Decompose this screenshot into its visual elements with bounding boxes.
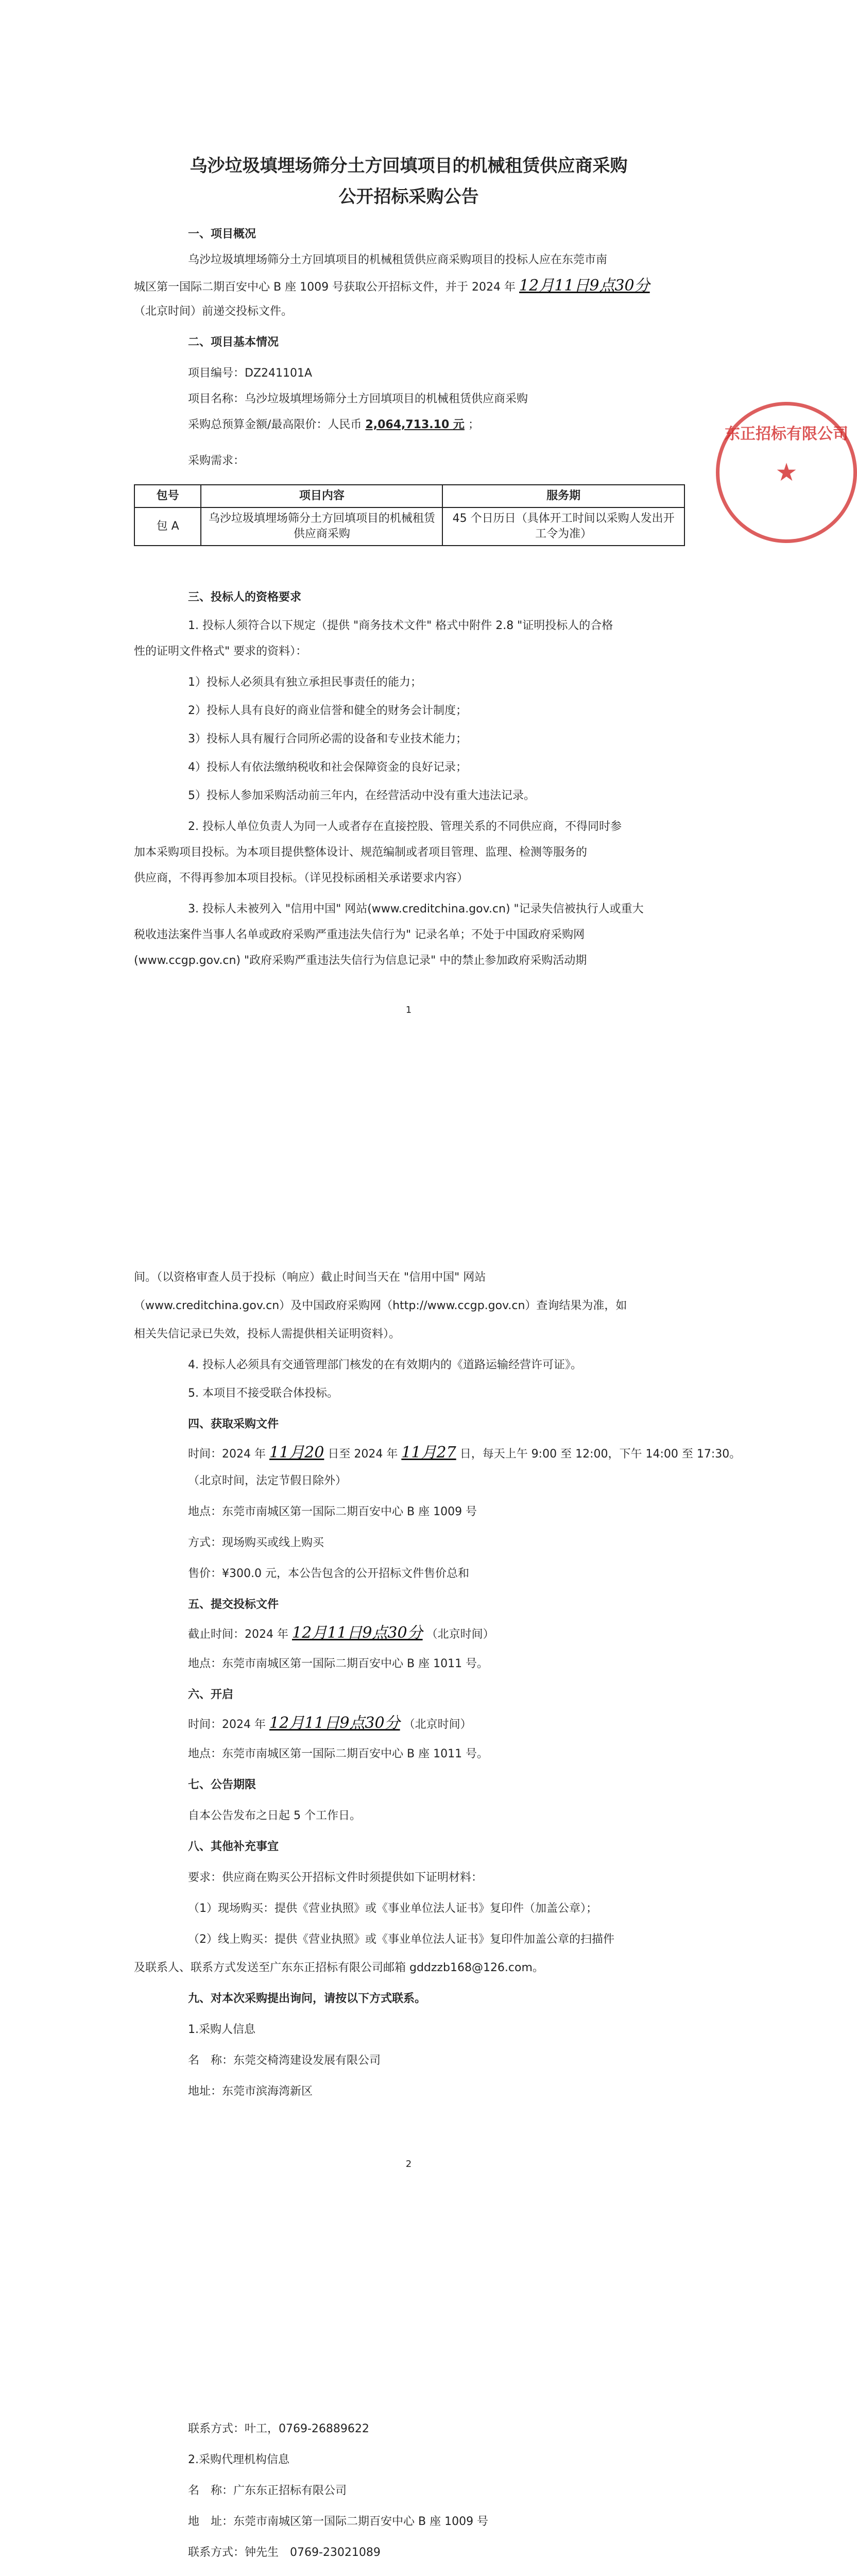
notice-period: 自本公告发布之日起 5 个工作日。 bbox=[188, 1809, 361, 1822]
deadline-suffix: （北京时间） bbox=[426, 1628, 494, 1641]
project-number: 项目编号：DZ241101A bbox=[188, 367, 313, 380]
table-row bbox=[134, 507, 684, 546]
open-time bbox=[188, 1716, 472, 1733]
section-5-heading: 五、提交投标文件 bbox=[188, 1598, 279, 1611]
qualification-3c: (www.ccgp.gov.cn) "政府采购严重违法失信行为信息记录" 中的禁止参加政府采购活动期 bbox=[134, 954, 587, 967]
handwritten-end-date: 11月27 bbox=[401, 1444, 456, 1462]
qualification-1-4: 4）投标人有依法缴纳税收和社会保障资金的良好记录； bbox=[188, 761, 467, 774]
qualification-1-3: 3）投标人具有履行合同所必需的设备和专业技术能力； bbox=[188, 733, 467, 745]
overview-line-2-text: 城区第一国际二期百安中心 B 座 1009 号获取公开招标文件，并于 2024 年 bbox=[134, 281, 516, 294]
section-3-heading: 三、投标人的资格要求 bbox=[188, 591, 302, 604]
bid-package-table bbox=[134, 484, 685, 546]
obtain-place: 地点：东莞市南城区第一国际二期百安中心 B 座 1009 号 bbox=[188, 1505, 477, 1518]
overview-line-1: 乌沙垃圾填埋场筛分土方回填项目的机械租赁供应商采购项目的投标人应在东莞市南 bbox=[188, 253, 608, 266]
budget-suffix: ； bbox=[468, 418, 479, 431]
submit-deadline bbox=[188, 1625, 494, 1642]
page-3 bbox=[0, 2313, 817, 2576]
table-header-package: 包号 bbox=[134, 485, 201, 507]
section-2-heading: 二、项目基本情况 bbox=[188, 336, 279, 349]
qualification-3b: 税收违法案件当事人名单或政府采购严重违法失信行为" 记录名单；不处于中国政府采购网 bbox=[134, 928, 585, 941]
qualification-3e: （www.creditchina.gov.cn）及中国政府采购网（http://www.ccgp.gov.cn）查询结果为准，如 bbox=[134, 1299, 627, 1312]
handwritten-deadline: 12月11日9点30分 bbox=[519, 277, 650, 295]
project-name: 项目名称：乌沙垃圾填埋场筛分土方回填项目的机械租赁供应商采购 bbox=[188, 393, 528, 405]
section-7-heading: 七、公告期限 bbox=[188, 1778, 256, 1791]
buyer-name: 名 称：东莞交椅湾建设发展有限公司 bbox=[188, 2054, 381, 2067]
overview-line-3: （北京时间）前递交投标文件。 bbox=[134, 305, 293, 318]
agent-contact: 联系方式：钟先生 0769-23021089 bbox=[188, 2546, 381, 2559]
section-1-heading: 一、项目概况 bbox=[188, 228, 256, 241]
table-header-content: 项目内容 bbox=[201, 485, 442, 507]
doc-title-line-2: 公开招标采购公告 bbox=[338, 187, 479, 207]
open-time-suffix: （北京时间） bbox=[403, 1718, 472, 1731]
obtain-method: 方式：现场购买或线上购买 bbox=[188, 1536, 324, 1549]
requirement-label: 采购需求： bbox=[188, 454, 245, 467]
obtain-price: 售价：¥300.0 元，本公告包含的公开招标文件售价总和 bbox=[188, 1567, 469, 1580]
doc-title-line-1: 乌沙垃圾填埋场筛分土方回填项目的机械租赁供应商采购 bbox=[190, 156, 628, 176]
table-cell-period: 45 个日历日（具体开工时间以采购人发出开工令为准） bbox=[442, 507, 684, 546]
page-number: 2 bbox=[405, 2159, 412, 2170]
buyer-heading: 1.采购人信息 bbox=[188, 2023, 255, 2036]
handwritten-open-time: 12月11日9点30分 bbox=[269, 1714, 400, 1732]
seal-text: 东正招标有限公司 bbox=[725, 425, 848, 443]
qualification-2a: 2. 投标人单位负责人为同一人或者存在直接控股、管理关系的不同供应商，不得同时参 bbox=[188, 820, 622, 833]
submit-place: 地点：东莞市南城区第一国际二期百安中心 B 座 1011 号。 bbox=[188, 1657, 489, 1670]
seal-star-icon: ★ bbox=[775, 458, 798, 487]
company-seal bbox=[716, 402, 857, 543]
qualification-1-1: 1）投标人必须具有独立承担民事责任的能力； bbox=[188, 676, 422, 689]
qualification-3a: 3. 投标人未被列入 "信用中国" 网站(www.creditchina.gov.cn) "记录失信被执行人或重大 bbox=[188, 903, 644, 916]
section-4-heading: 四、获取采购文件 bbox=[188, 1418, 279, 1431]
overview-line-2 bbox=[134, 278, 650, 295]
qualification-1a: 1. 投标人须符合以下规定（提供 "商务技术文件" 格式中附件 2.8 "证明投标人的合格 bbox=[188, 619, 613, 632]
open-time-prefix: 时间：2024 年 bbox=[188, 1718, 266, 1731]
extra-email: 及联系人、联系方式发送至广东东正招标有限公司邮箱 gddzzb168@126.com。 bbox=[134, 1961, 544, 1974]
qualification-1-5: 5）投标人参加采购活动前三年内，在经营活动中没有重大违法记录。 bbox=[188, 789, 535, 802]
table-header-period: 服务期 bbox=[442, 485, 684, 507]
table-header-row bbox=[134, 485, 684, 507]
extra-online: （2）线上购买：提供《营业执照》或《事业单位法人证书》复印件加盖公章的扫描件 bbox=[188, 1933, 614, 1946]
qualification-1b: 性的证明文件格式" 要求的资料）： bbox=[134, 645, 307, 658]
page-2 bbox=[0, 1157, 817, 2313]
obtain-time-prefix: 时间：2024 年 bbox=[188, 1448, 266, 1461]
section-6-heading: 六、开启 bbox=[188, 1688, 234, 1701]
qualification-2b: 加本采购项目投标。为本项目提供整体设计、规范编制或者项目管理、监理、检测等服务的 bbox=[134, 846, 588, 859]
qualification-1-2: 2）投标人具有良好的商业信誉和健全的财务会计制度； bbox=[188, 704, 467, 717]
budget-label: 采购总预算金额/最高限价：人民币 bbox=[188, 418, 362, 431]
handwritten-start-date: 11月20 bbox=[269, 1444, 324, 1462]
qualification-5: 5. 本项目不接受联合体投标。 bbox=[188, 1387, 338, 1400]
qualification-4: 4. 投标人必须具有交通管理部门核发的在有效期内的《道路运输经营许可证》。 bbox=[188, 1359, 582, 1371]
extra-requirement: 要求：供应商在购买公开招标文件时须提供如下证明材料： bbox=[188, 1871, 483, 1884]
handwritten-deadline: 12月11日9点30分 bbox=[292, 1624, 423, 1642]
budget-line bbox=[188, 417, 479, 433]
obtain-time-suffix: 日，每天上午 9:00 至 12:00，下午 14:00 至 17:30。 bbox=[459, 1448, 741, 1461]
buyer-address: 地址：东莞市滨海湾新区 bbox=[188, 2085, 313, 2098]
page-1 bbox=[0, 0, 848, 1157]
table-cell-content: 乌沙垃圾填埋场筛分土方回填项目的机械租赁供应商采购 bbox=[201, 507, 442, 546]
qualification-3d: 间。（以资格审查人员于投标（响应）截止时间当天在 "信用中国" 网站 bbox=[134, 1271, 486, 1284]
qualification-3f: 相关失信记录已失效，投标人需提供相关证明资料）。 bbox=[134, 1328, 401, 1341]
obtain-time-line bbox=[188, 1445, 741, 1462]
budget-value: 2,064,713.10 元 bbox=[365, 418, 465, 431]
section-8-heading: 八、其他补充事宜 bbox=[188, 1840, 279, 1853]
extra-onsite: （1）现场购买：提供《营业执照》或《事业单位法人证书》复印件（加盖公章）； bbox=[188, 1902, 597, 1915]
table-cell-package: 包 A bbox=[134, 507, 201, 546]
qualification-2c: 供应商，不得再参加本项目投标。（详见投标函相关承诺要求内容） bbox=[134, 872, 469, 885]
page-number: 1 bbox=[405, 1005, 412, 1015]
agent-heading: 2.采购代理机构信息 bbox=[188, 2453, 289, 2466]
section-9-heading: 九、对本次采购提出询问，请按以下方式联系。 bbox=[188, 1992, 426, 2005]
buyer-contact: 联系方式：叶工，0769-26889622 bbox=[188, 2422, 369, 2435]
open-place: 地点：东莞市南城区第一国际二期百安中心 B 座 1011 号。 bbox=[188, 1748, 489, 1760]
obtain-time-note: （北京时间，法定节假日除外） bbox=[188, 1475, 347, 1487]
deadline-prefix: 截止时间：2024 年 bbox=[188, 1628, 288, 1641]
agent-name: 名 称：广东东正招标有限公司 bbox=[188, 2484, 347, 2497]
agent-address: 地 址：东莞市南城区第一国际二期百安中心 B 座 1009 号 bbox=[188, 2515, 489, 2528]
obtain-time-middle: 日至 2024 年 bbox=[328, 1448, 398, 1461]
